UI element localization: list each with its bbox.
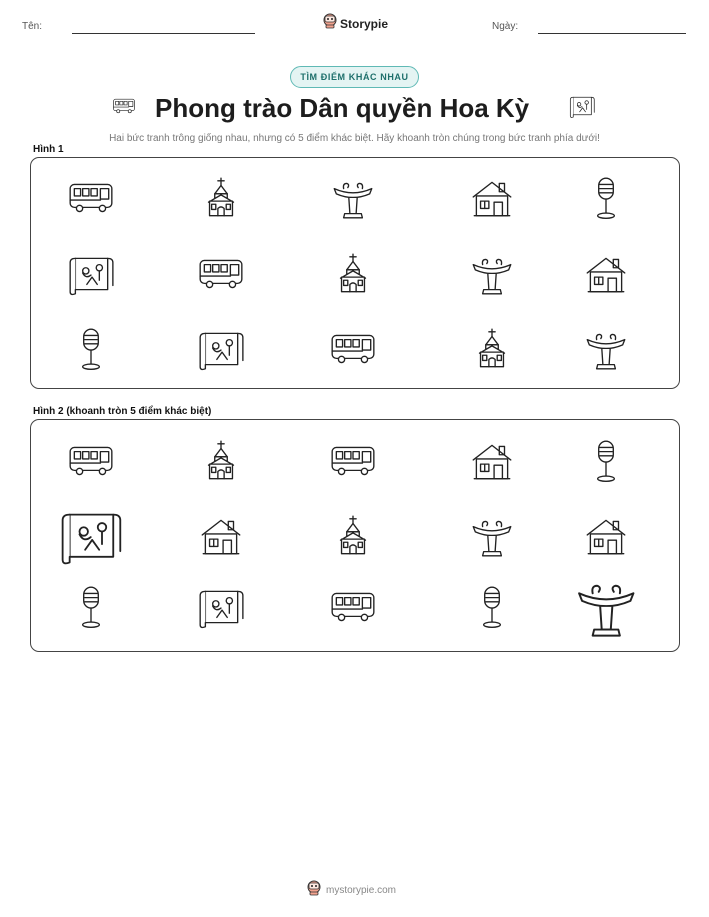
name-line[interactable] xyxy=(72,33,255,34)
title-bus-icon xyxy=(108,95,140,122)
fountain-icon[interactable] xyxy=(570,575,643,639)
bus-icon[interactable] xyxy=(66,176,116,220)
map-icon[interactable] xyxy=(196,327,246,371)
fountain-icon[interactable] xyxy=(581,327,631,371)
picture1-panel xyxy=(30,157,680,389)
church-icon[interactable] xyxy=(196,176,246,220)
footer-url: mystorypie.com xyxy=(326,885,397,896)
fountain-icon[interactable] xyxy=(467,252,517,296)
name-label: Tên: xyxy=(22,21,43,32)
date-label: Ngày: xyxy=(492,21,519,32)
bus-icon[interactable] xyxy=(66,439,116,483)
microphone-icon[interactable] xyxy=(581,439,631,483)
bus-icon[interactable] xyxy=(328,327,378,371)
picture2-panel xyxy=(30,419,680,652)
church-icon[interactable] xyxy=(328,514,378,558)
microphone-icon[interactable] xyxy=(66,585,116,629)
microphone-icon[interactable] xyxy=(581,176,631,220)
title-map-icon xyxy=(568,93,596,124)
bus-icon[interactable] xyxy=(328,439,378,483)
map-icon[interactable] xyxy=(66,252,116,296)
bus-icon[interactable] xyxy=(196,252,246,296)
house-icon[interactable] xyxy=(196,514,246,558)
map-icon[interactable] xyxy=(57,506,125,565)
footer xyxy=(307,880,396,901)
activity-badge: TÌM ĐIỂM KHÁC NHAU xyxy=(290,66,418,88)
house-icon[interactable] xyxy=(467,176,517,220)
church-icon[interactable] xyxy=(328,252,378,296)
house-icon[interactable] xyxy=(581,252,631,296)
brand-logo xyxy=(323,13,388,34)
brand-name: Storypie xyxy=(340,16,389,31)
church-icon[interactable] xyxy=(467,327,517,371)
picture1-label: Hình 1 xyxy=(33,144,64,155)
house-icon[interactable] xyxy=(467,439,517,483)
church-icon[interactable] xyxy=(196,439,246,483)
instructions-text: Hai bức tranh trông giống nhau, nhưng có 5 điểm khác biệt. Hãy khoanh tròn chúng trong bức tranh phía dưới! xyxy=(109,133,600,144)
storypie-mascot-icon xyxy=(323,13,337,34)
microphone-icon[interactable] xyxy=(467,585,517,629)
house-icon[interactable] xyxy=(581,514,631,558)
bus-icon[interactable] xyxy=(328,585,378,629)
storypie-mascot-icon xyxy=(307,880,321,901)
fountain-icon[interactable] xyxy=(467,514,517,558)
microphone-icon[interactable] xyxy=(66,327,116,371)
picture2-label: Hình 2 (khoanh tròn 5 điểm khác biệt) xyxy=(33,406,212,417)
map-icon[interactable] xyxy=(196,585,246,629)
page-title: Phong trào Dân quyền Hoa Kỳ xyxy=(155,93,530,123)
fountain-icon[interactable] xyxy=(328,176,378,220)
date-line[interactable] xyxy=(538,33,686,34)
